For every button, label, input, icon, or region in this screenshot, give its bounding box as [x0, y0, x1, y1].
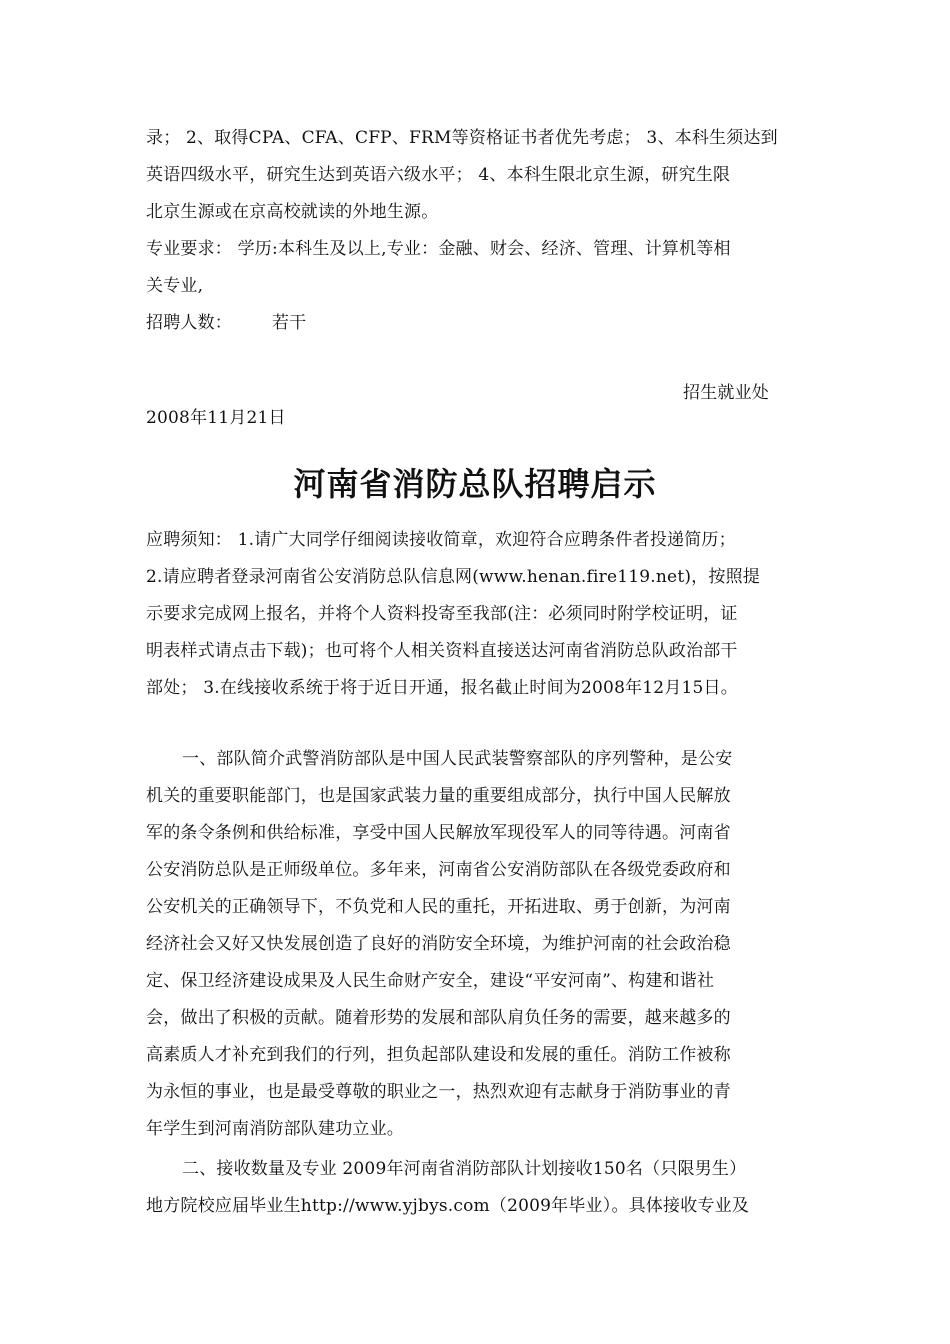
section2-line: 二、接收数量及专业 2009年河南省消防部队计划接收150名（只限男生）	[182, 1159, 747, 1179]
section1-line: 为永恒的事业，也是最受尊敬的职业之一，热烈欢迎有志献身于消防事业的青	[146, 1082, 731, 1102]
text-line: 北京生源或在京高校就读的外地生源。	[146, 202, 439, 222]
notice-line: 2.请应聘者登录河南省公安消防总队信息网(www.henan.fire119.net)，按照提	[146, 567, 760, 587]
section1-line: 机关的重要职能部门，也是国家武装力量的重要组成部分，执行中国人民解放	[146, 786, 731, 806]
notice-line: 应聘须知： 1.请广大同学仔细阅读接收简章，欢迎符合应聘条件者投递简历；	[146, 530, 736, 550]
text-line: 录； 2、取得CPA、CFA、CFP、FRM等资格证书者优先考虑； 3、本科生须达到	[146, 128, 778, 148]
section1-line: 会，做出了积极的贡献。随着形势的发展和部队肩负任务的需要，越来越多的	[146, 1008, 731, 1028]
notice-line: 明表样式请点击下载)；也可将个人相关资料直接送达河南省消防总队政治部干	[146, 641, 738, 661]
notice-line: 部处； 3.在线接收系统于将于近日开通，报名截止时间为2008年12月15日。	[146, 678, 738, 698]
notice-line: 示要求完成网上报名，并将个人资料投寄至我部(注：必须同时附学校证明，证	[146, 604, 738, 624]
announcement-title: 河南省消防总队招聘启示	[293, 465, 657, 503]
text-line: 关专业,	[146, 276, 204, 296]
headcount-label: 招聘人数：	[146, 313, 232, 333]
headcount-value: 若干	[272, 313, 307, 333]
text-line: 英语四级水平，研究生达到英语六级水平； 4、本科生限北京生源，研究生限	[146, 165, 731, 185]
text-line: 专业要求： 学历:本科生及以上,专业：金融、财会、经济、管理、计算机等相	[146, 239, 731, 259]
headcount-line	[146, 312, 306, 334]
section1-line: 公安消防总队是正师级单位。多年来，河南省公安消防部队在各级党委政府和	[146, 860, 731, 880]
section1-line: 经济社会又好又快发展创造了良好的消防安全环境，为维护河南的社会政治稳	[146, 934, 731, 954]
date-line: 2008年11月21日	[146, 408, 286, 428]
section1-line: 年学生到河南消防部队建功立业。	[146, 1119, 404, 1139]
section2-line: 地方院校应届毕业生http://www.yjbys.com（2009年毕业）。具体接收专业及	[146, 1196, 750, 1216]
section1-line: 定、保卫经济建设成果及人民生命财产安全，建设“平安河南”、构建和谐社	[146, 971, 715, 991]
section1-line: 一、部队简介武警消防部队是中国人民武装警察部队的序列警种，是公安	[182, 749, 733, 769]
section1-line: 公安机关的正确领导下，不负党和人民的重托，开拓进取、勇于创新，为河南	[146, 897, 731, 917]
signature: 招生就业处	[683, 383, 769, 403]
section1-line: 军的条令条例和供给标准，享受中国人民解放军现役军人的同等待遇。河南省	[146, 823, 731, 843]
section1-line: 高素质人才补充到我们的行列，担负起部队建设和发展的重任。消防工作被称	[146, 1045, 731, 1065]
